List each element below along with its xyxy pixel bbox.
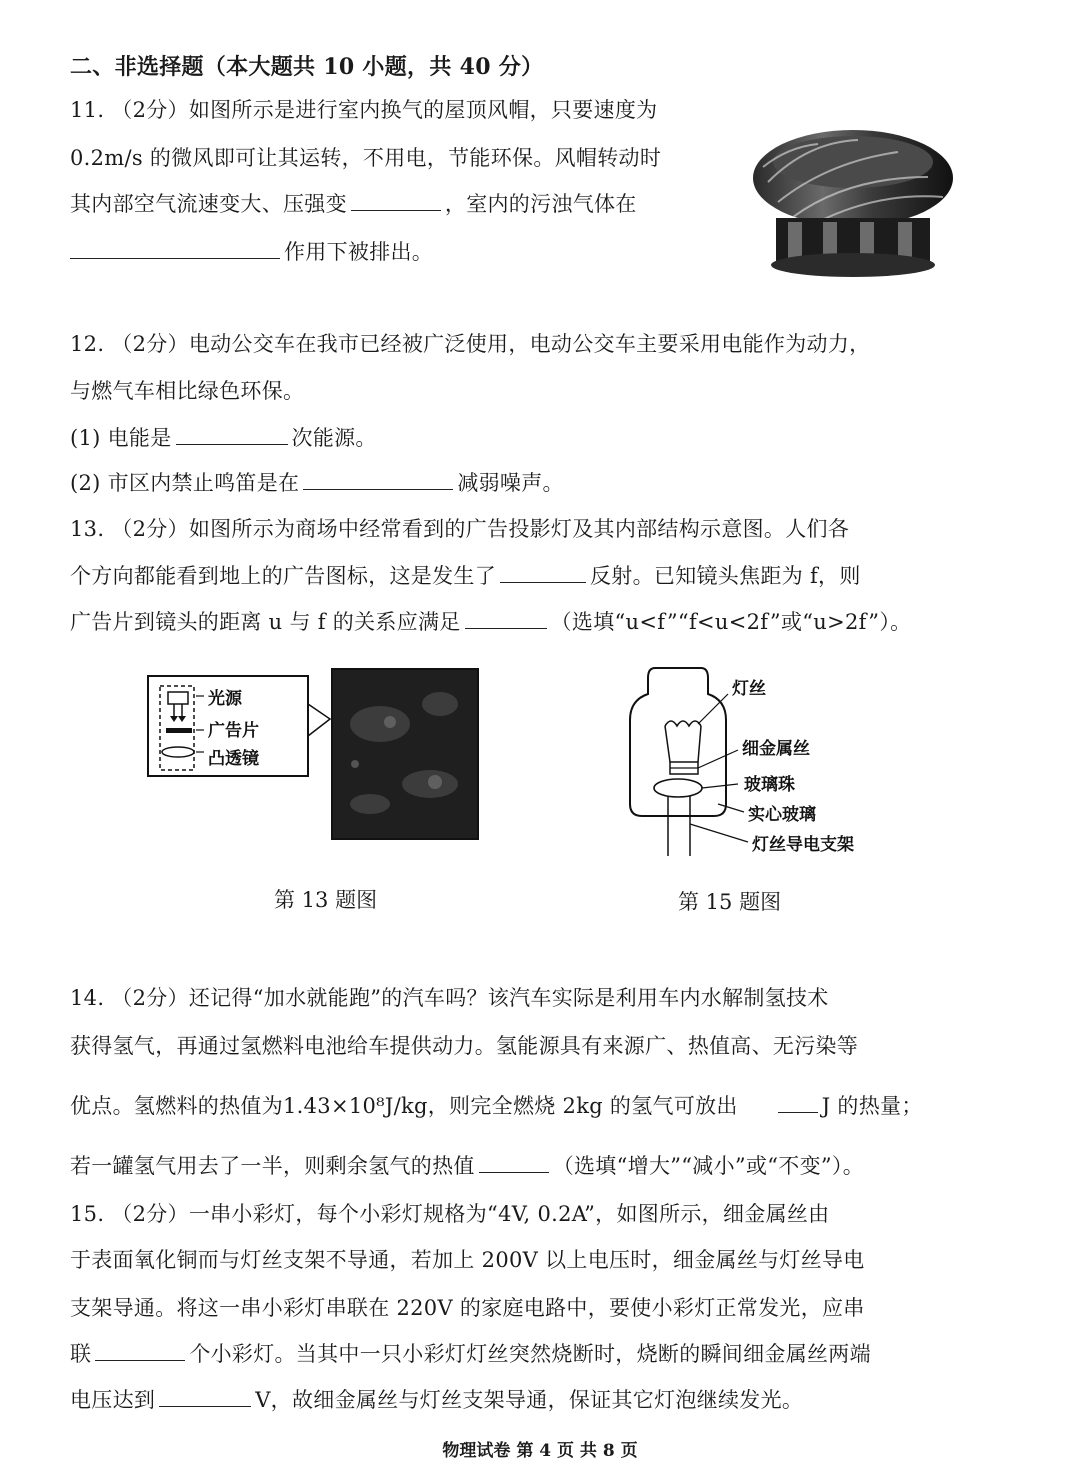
page-footer: 物理试卷 第 4 页 共 8 页 (442, 1441, 638, 1461)
fig13-label-convex-lens: 凸透镜 (208, 749, 259, 769)
q12-line1: 12. （2分）电动公交车在我市已经被广泛使用，电动公交车主要采用电能作为动力， (70, 332, 871, 356)
fig13-label-light-source: 光源 (208, 689, 242, 709)
q11-text: 作用下被排出。 (284, 240, 434, 264)
q12-sub2 (70, 467, 564, 497)
figure-13-projector (140, 664, 490, 844)
q15-text: 个小彩灯。当其中一只小彩灯灯丝突然烧断时，烧断的瞬间细金属丝两端 (189, 1342, 871, 1366)
q11-line4 (70, 236, 433, 266)
q13-line3 (70, 606, 911, 636)
q14-line4 (70, 1150, 864, 1180)
q15-line3: 支架导通。将这一串小彩灯串联在 220V 的家庭电路中，要使小彩灯正常发光，应串 (70, 1296, 865, 1320)
section-title: 二、非选择题（本大题共 10 小题，共 40 分） (70, 54, 544, 80)
q14-text: J 的热量； (821, 1094, 923, 1118)
q13-text: 反射。已知镜头焦距为 f，则 (590, 564, 861, 588)
answer-blank[interactable] (778, 1094, 818, 1113)
fig15-label-support: 灯丝导电支架 (752, 835, 854, 855)
fig15-label-fine-wire: 细金属丝 (742, 739, 810, 759)
q12-text: (1) 电能是 (70, 426, 172, 450)
answer-blank[interactable] (70, 240, 280, 259)
q15-line1: 15. （2分）一串小彩灯，每个小彩灯规格为“4V, 0.2A”，如图所示，细金属丝由 (70, 1202, 830, 1226)
q11-text: 其内部空气流速变大、压强变 (70, 192, 347, 216)
q15-text: 联 (70, 1342, 92, 1366)
q11-text: ，室内的污浊气体在 (444, 192, 637, 216)
q14-line1: 14. （2分）还记得“加水就能跑”的汽车吗？该汽车实际是利用车内水解制氢技术 (70, 986, 829, 1010)
answer-blank[interactable] (159, 1388, 251, 1407)
q15-line2: 于表面氧化铜而与灯丝支架不导通，若加上 200V 以上电压时，细金属丝与灯丝导电 (70, 1248, 865, 1272)
figure-15-caption: 第 15 题图 (678, 890, 782, 914)
q12-line2: 与燃气车相比绿色环保。 (70, 379, 305, 403)
answer-blank[interactable] (465, 610, 547, 629)
answer-blank[interactable] (500, 564, 586, 583)
q12-text: (2) 市区内禁止鸣笛是在 (70, 471, 300, 495)
answer-blank[interactable] (479, 1154, 549, 1173)
q14-line3 (70, 1090, 923, 1120)
q15-text: 电压达到 (70, 1388, 156, 1412)
q13-line1: 13. （2分）如图所示为商场中经常看到的广告投影灯及其内部结构示意图。人们各 (70, 517, 850, 541)
figure-15-small-bulb (620, 664, 900, 864)
q12-sub1 (70, 422, 377, 452)
q13-text: （选填“u<f”“f<u<2f”或“u>2f”）。 (550, 610, 912, 634)
answer-blank[interactable] (176, 426, 288, 445)
q14-text: 若一罐氢气用去了一半，则剩余氢气的热值 (70, 1154, 475, 1178)
q11-line3 (70, 188, 637, 218)
figure-13-caption: 第 13 题图 (274, 888, 378, 912)
q14-line2: 获得氢气，再通过氢燃料电池给车提供动力。氢能源具有来源广、热值高、无污染等 (70, 1034, 859, 1058)
q15-line4 (70, 1338, 871, 1368)
fig15-label-solid-glass: 实心玻璃 (748, 805, 816, 825)
q12-text: 次能源。 (291, 426, 377, 450)
q14-text: （选填“增大”“减小”或“不变”）。 (552, 1154, 865, 1178)
q11-line1: 11. （2分）如图所示是进行室内换气的屋顶风帽，只要速度为 (70, 98, 658, 122)
fig13-label-slide: 广告片 (208, 721, 259, 741)
answer-blank[interactable] (351, 192, 441, 211)
q11-line2: 0.2m/s 的微风即可让其运转，不用电，节能环保。风帽转动时 (70, 146, 662, 170)
q13-text: 个方向都能看到地上的广告图标，这是发生了 (70, 564, 496, 588)
answer-blank[interactable] (95, 1342, 185, 1361)
answer-blank[interactable] (303, 471, 453, 490)
q15-text: V，故细金属丝与灯丝支架导通，保证其它灯泡继续发光。 (255, 1388, 804, 1412)
q12-text: 减弱噪声。 (457, 471, 564, 495)
q14-text: 优点。氢燃料的热值为1.43×10⁸J/kg，则完全燃烧 2kg 的氢气可放出 (70, 1094, 738, 1118)
q13-line2 (70, 560, 861, 590)
roof-ventilator-image (748, 122, 963, 282)
fig15-label-filament: 灯丝 (732, 679, 766, 699)
q13-text: 广告片到镜头的距离 u 与 f 的关系应满足 (70, 610, 461, 634)
q15-line5 (70, 1384, 803, 1414)
fig15-label-glass-bead: 玻璃珠 (744, 775, 795, 795)
